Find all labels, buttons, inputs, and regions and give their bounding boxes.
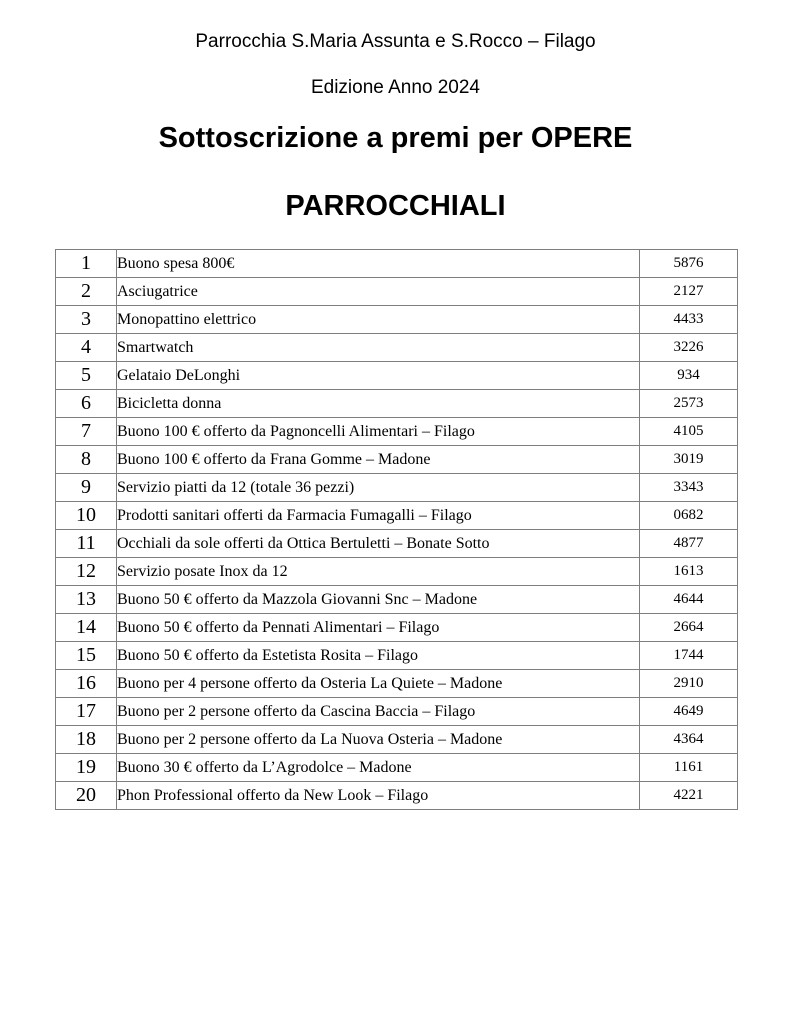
table-row — [56, 782, 738, 810]
prize-description: Buono per 2 persone offerto da La Nuova Osteria – Madone — [117, 726, 640, 754]
prize-number: 16 — [56, 670, 117, 698]
winning-ticket-number: 1744 — [640, 642, 738, 670]
winning-ticket-number: 0682 — [640, 502, 738, 530]
prize-number: 1 — [56, 250, 117, 278]
winning-ticket-number: 3019 — [640, 446, 738, 474]
prize-description: Buono 50 € offerto da Estetista Rosita – Filago — [117, 642, 640, 670]
table-row — [56, 418, 738, 446]
winning-ticket-number: 934 — [640, 362, 738, 390]
prize-number: 2 — [56, 278, 117, 306]
prize-number: 9 — [56, 474, 117, 502]
winning-ticket-number: 1613 — [640, 558, 738, 586]
winning-ticket-number: 4433 — [640, 306, 738, 334]
prize-number: 6 — [56, 390, 117, 418]
prize-number: 4 — [56, 334, 117, 362]
table-row — [56, 558, 738, 586]
table-row — [56, 306, 738, 334]
table-row — [56, 474, 738, 502]
prize-number: 7 — [56, 418, 117, 446]
table-row — [56, 446, 738, 474]
table-row — [56, 250, 738, 278]
prize-description: Servizio posate Inox da 12 — [117, 558, 640, 586]
table-row — [56, 278, 738, 306]
prize-description: Occhiali da sole offerti da Ottica Bertuletti – Bonate Sotto — [117, 530, 640, 558]
table-row — [56, 754, 738, 782]
winning-ticket-number: 5876 — [640, 250, 738, 278]
table-row — [56, 670, 738, 698]
prize-description: Gelataio DeLonghi — [117, 362, 640, 390]
prize-description: Buono per 4 persone offerto da Osteria La Quiete – Madone — [117, 670, 640, 698]
table-row — [56, 502, 738, 530]
prize-number: 8 — [56, 446, 117, 474]
winning-ticket-number: 3343 — [640, 474, 738, 502]
table-row — [56, 530, 738, 558]
prize-description: Buono 50 € offerto da Pennati Alimentari – Filago — [117, 614, 640, 642]
table-row — [56, 642, 738, 670]
winning-ticket-number: 4221 — [640, 782, 738, 810]
prize-number: 17 — [56, 698, 117, 726]
prize-description: Bicicletta donna — [117, 390, 640, 418]
prize-description: Buono 100 € offerto da Frana Gomme – Madone — [117, 446, 640, 474]
prize-number: 10 — [56, 502, 117, 530]
prize-description: Monopattino elettrico — [117, 306, 640, 334]
winning-ticket-number: 4649 — [640, 698, 738, 726]
edition-year: Edizione Anno 2024 — [310, 77, 481, 98]
prize-description: Buono 100 € offerto da Pagnoncelli Alimentari – Filago — [117, 418, 640, 446]
prize-number: 14 — [56, 614, 117, 642]
winning-ticket-number: 3226 — [640, 334, 738, 362]
table-row — [56, 614, 738, 642]
prize-description: Buono 30 € offerto da L’Agrodolce – Madone — [117, 754, 640, 782]
prize-number: 13 — [56, 586, 117, 614]
winning-ticket-number: 2910 — [640, 670, 738, 698]
prize-description: Prodotti sanitari offerti da Farmacia Fumagalli – Filago — [117, 502, 640, 530]
prize-number: 15 — [56, 642, 117, 670]
prize-description: Buono per 2 persone offerto da Cascina Baccia – Filago — [117, 698, 640, 726]
prize-table-body — [56, 250, 738, 810]
prize-description: Asciugatrice — [117, 278, 640, 306]
prize-number: 12 — [56, 558, 117, 586]
prize-number: 3 — [56, 306, 117, 334]
prize-number: 18 — [56, 726, 117, 754]
winning-ticket-number: 1161 — [640, 754, 738, 782]
page-title-line-2: PARROCCHIALI — [285, 190, 506, 222]
prize-number: 5 — [56, 362, 117, 390]
winning-ticket-number: 4364 — [640, 726, 738, 754]
prize-number: 19 — [56, 754, 117, 782]
prize-description: Phon Professional offerto da New Look – Filago — [117, 782, 640, 810]
table-row — [56, 698, 738, 726]
winning-ticket-number: 4877 — [640, 530, 738, 558]
winning-ticket-number: 4105 — [640, 418, 738, 446]
winning-ticket-number: 4644 — [640, 586, 738, 614]
prize-description: Smartwatch — [117, 334, 640, 362]
page-title-line-1: Sottoscrizione a premi per OPERE — [158, 122, 633, 154]
prize-description: Buono spesa 800€ — [117, 250, 640, 278]
table-row — [56, 726, 738, 754]
prize-description: Servizio piatti da 12 (totale 36 pezzi) — [117, 474, 640, 502]
table-row — [56, 334, 738, 362]
table-row — [56, 362, 738, 390]
prize-table — [55, 249, 738, 810]
winning-ticket-number: 2127 — [640, 278, 738, 306]
prize-number: 20 — [56, 782, 117, 810]
prize-number: 11 — [56, 530, 117, 558]
parish-name: Parrocchia S.Maria Assunta e S.Rocco – Filago — [195, 31, 596, 52]
winning-ticket-number: 2573 — [640, 390, 738, 418]
table-row — [56, 390, 738, 418]
winning-ticket-number: 2664 — [640, 614, 738, 642]
prize-description: Buono 50 € offerto da Mazzola Giovanni Snc – Madone — [117, 586, 640, 614]
table-row — [56, 586, 738, 614]
